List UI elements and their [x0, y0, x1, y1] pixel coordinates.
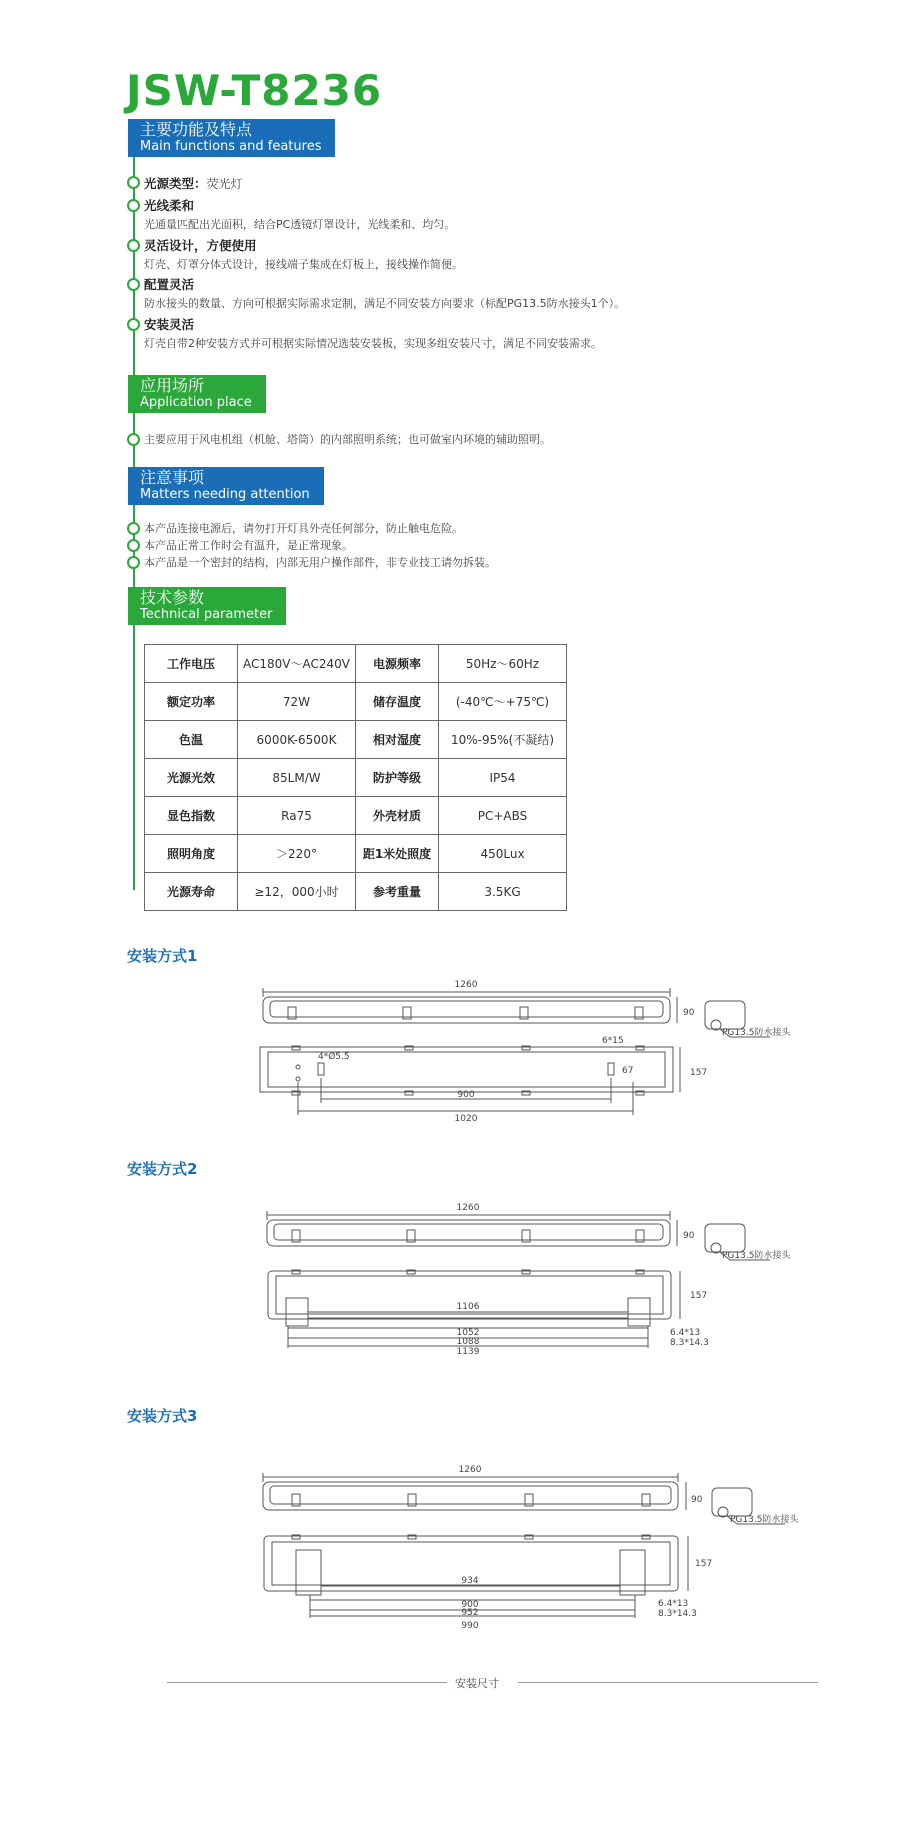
install-drawing-2	[250, 1198, 800, 1358]
dim-b: 900	[461, 1600, 479, 1610]
connector-label: PG13.5防水接头	[722, 1028, 791, 1038]
section-header-technical	[128, 587, 286, 625]
spec-value: 85LM/W	[238, 759, 356, 797]
spec-value: 3.5KG	[439, 873, 567, 911]
spec-key: 工作电压	[145, 645, 238, 683]
feature-desc: 灯壳自带2种安装方式并可根据实际情况选装安装板，实现多组安装尺寸，满足不同安装需求。	[144, 337, 602, 350]
footer-rule-left	[167, 1682, 447, 1683]
feature-desc: 防水接头的数量、方向可根据实际需求定制，满足不同安装方向要求（标配PG13.5防水接头1个）。	[144, 297, 626, 310]
spec-key: 照明角度	[145, 835, 238, 873]
install-method-2-label: 安装方式2	[127, 1160, 198, 1178]
spec-key: 额定功率	[145, 683, 238, 721]
spec-value: ≥12，000小时	[238, 873, 356, 911]
section-header-application	[128, 375, 266, 413]
dim-s2: 8.3*14.3	[670, 1338, 709, 1348]
install-method-1-label: 安装方式1	[127, 947, 198, 965]
attention-item: 本产品连接电源后，请勿打开灯具外壳任何部分，防止触电危险。	[144, 522, 463, 535]
footer-label: 安装尺寸	[455, 1677, 499, 1690]
spec-key: 参考重量	[356, 873, 439, 911]
spec-row	[145, 873, 567, 911]
dim-d: 1139	[456, 1347, 480, 1357]
dim-c: 1088	[456, 1337, 480, 1347]
spec-value: AC180V～AC240V	[238, 645, 356, 683]
bullet-dot	[127, 278, 140, 291]
feature-title: 配置灵活	[144, 277, 195, 292]
feature-value: 荧光灯	[206, 177, 243, 191]
spec-table	[144, 644, 567, 911]
dim-s2: 8.3*14.3	[658, 1609, 697, 1619]
dim-c: 952	[461, 1608, 479, 1618]
bullet-dot	[127, 318, 140, 331]
section-title-en: Application place	[140, 395, 252, 410]
connector-label: PG13.5防水接头	[722, 1251, 791, 1261]
dim-length: 1260	[454, 980, 478, 990]
dim-d: 990	[461, 1621, 479, 1630]
attention-item: 本产品正常工作时会有温升，是正常现象。	[144, 539, 353, 552]
bullet-dot	[127, 556, 140, 569]
section-title-en: Main functions and features	[140, 139, 322, 154]
dim-hole: 4*Ø5.5	[318, 1052, 350, 1062]
dim-inner: 900	[457, 1090, 475, 1100]
bullet-dot	[127, 433, 140, 446]
feature-title: 灵活设计，方便使用	[144, 238, 257, 253]
spec-value: IP54	[439, 759, 567, 797]
spec-key: 相对湿度	[356, 721, 439, 759]
dim-height: 90	[691, 1495, 703, 1505]
bullet-dot	[127, 199, 140, 212]
bullet-dot	[127, 539, 140, 552]
feature-title: 光线柔和	[144, 198, 195, 213]
dim-depth: 157	[690, 1291, 708, 1301]
spec-key: 外壳材质	[356, 797, 439, 835]
timeline-line	[133, 120, 135, 890]
section-title-cn: 应用场所	[140, 376, 205, 395]
feature-item	[144, 275, 625, 311]
spec-row	[145, 759, 567, 797]
bullet-dot	[127, 239, 140, 252]
dim-length: 1260	[456, 1203, 480, 1213]
connector-label: PG13.5防水接头	[730, 1515, 799, 1525]
spec-key: 储存温度	[356, 683, 439, 721]
dim-depth: 157	[690, 1068, 708, 1078]
footer-rule-right	[518, 1682, 818, 1683]
spec-row	[145, 835, 567, 873]
spec-value: ＞220°	[238, 835, 356, 873]
dim-s1: 6.4*13	[658, 1599, 689, 1609]
feature-item	[144, 173, 243, 192]
install-method-3-label: 安装方式3	[127, 1407, 198, 1425]
spec-key: 电源频率	[356, 645, 439, 683]
spec-key: 光源光效	[145, 759, 238, 797]
spec-key: 光源寿命	[145, 873, 238, 911]
spec-key: 距1米处照度	[356, 835, 439, 873]
feature-item	[144, 236, 463, 272]
spec-value: 72W	[238, 683, 356, 721]
dim-slot: 6*15	[602, 1036, 624, 1046]
install-drawing-3	[250, 1460, 810, 1630]
dim-length: 1260	[458, 1465, 482, 1475]
section-title-cn: 技术参数	[140, 588, 205, 607]
spec-key: 防护等级	[356, 759, 439, 797]
spec-row	[145, 683, 567, 721]
spec-value: 10%-95%(不凝结)	[439, 721, 567, 759]
feature-item	[144, 315, 602, 351]
dim-depth: 157	[695, 1559, 713, 1569]
feature-item	[144, 196, 455, 232]
feature-title: 安装灵活	[144, 317, 195, 332]
spec-value: (-40℃～+75℃)	[439, 683, 567, 721]
dim-s1: 6.4*13	[670, 1328, 701, 1338]
dim-height: 90	[683, 1008, 695, 1018]
spec-value: Ra75	[238, 797, 356, 835]
dim-height: 90	[683, 1231, 695, 1241]
section-title-en: Matters needing attention	[140, 487, 310, 502]
application-text: 主要应用于风电机组（机舱、塔筒）的内部照明系统；也可做室内环境的辅助照明。	[144, 433, 551, 446]
spec-key: 显色指数	[145, 797, 238, 835]
section-header-attention	[128, 467, 324, 505]
spec-row	[145, 645, 567, 683]
section-header-features	[128, 119, 335, 157]
product-title: JSW-T8236	[126, 66, 383, 115]
dim-a: 934	[461, 1576, 479, 1586]
dim-b: 1052	[456, 1328, 480, 1338]
section-title-en: Technical parameter	[140, 607, 273, 622]
bullet-dot	[127, 176, 140, 189]
dim-outer: 1020	[454, 1114, 478, 1124]
feature-desc: 灯壳、灯罩分体式设计，接线端子集成在灯板上，接线操作简便。	[144, 258, 463, 271]
spec-value: 450Lux	[439, 835, 567, 873]
dim-a: 1106	[456, 1302, 480, 1312]
spec-value: 50Hz～60Hz	[439, 645, 567, 683]
section-title-cn: 主要功能及特点	[140, 120, 253, 139]
spec-value: PC+ABS	[439, 797, 567, 835]
attention-item: 本产品是一个密封的结构，内部无用户操作部件，非专业技工请勿拆装。	[144, 556, 496, 569]
spec-row	[145, 721, 567, 759]
spec-row	[145, 797, 567, 835]
section-title-cn: 注意事项	[140, 468, 205, 487]
install-drawing-1	[250, 975, 800, 1125]
spec-key: 色温	[145, 721, 238, 759]
spec-value: 6000K-6500K	[238, 721, 356, 759]
feature-desc: 光通量匹配出光面积，结合PC透镜灯罩设计，光线柔和、均匀。	[144, 218, 456, 231]
feature-title: 光源类型：	[144, 176, 207, 191]
dim-67: 67	[622, 1066, 634, 1076]
bullet-dot	[127, 522, 140, 535]
